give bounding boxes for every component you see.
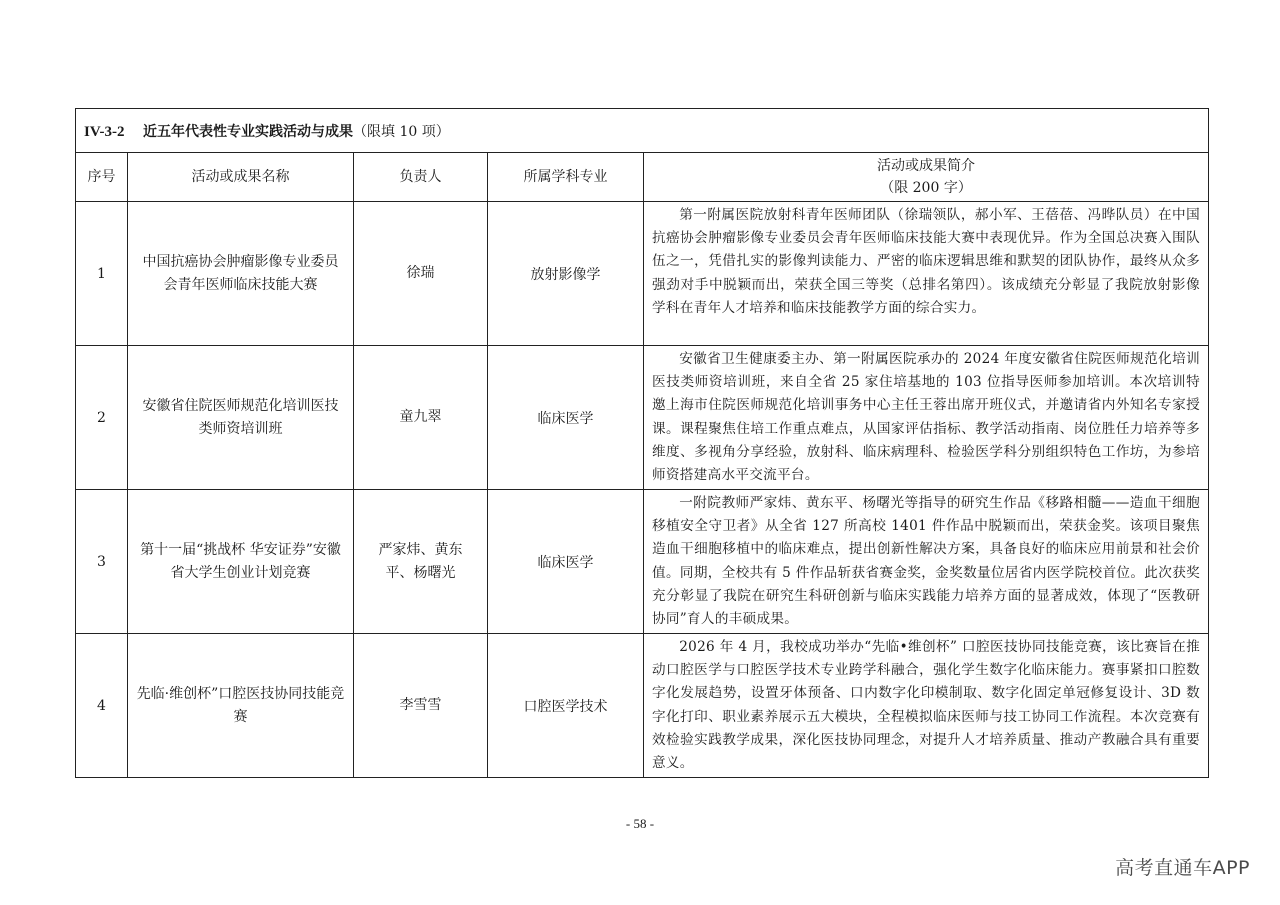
row-leader: 童九翠 [354, 346, 488, 490]
row-intro-text: 第一附属医院放射科青年医师团队（徐瑞领队，郝小军、王蓓蓓、冯晔队员）在中国抗癌协会肿瘤影像专业委员会青年医师临床技能大赛中表现优异。作为全国总决赛入围队伍之一，凭借扎实的影像判读能力、严密的临床逻辑思维和默契的团队协作，最终从众多强劲对手中脱颖而出，荣获全国三等奖（总排名第四）。该成绩充分彰显了我院放射影像学科在青年人才培养和临床技能教学方面的综合实力。 [652, 207, 1201, 316]
row-name: 第十一届“挑战杯 华安证券”安徽省大学生创业计划竞赛 [128, 490, 354, 634]
row-name: 中国抗癌协会肿瘤影像专业委员会青年医师临床技能大赛 [128, 202, 354, 346]
row-no: 3 [76, 490, 128, 634]
section-code: IV-3-2 [84, 123, 125, 140]
row-no: 1 [76, 202, 128, 346]
section-title-text: 近五年代表性专业实践活动与成果 [143, 123, 353, 140]
row-intro [644, 634, 1209, 778]
header-intro-line1: 活动或成果简介 [877, 158, 976, 174]
row-intro [644, 202, 1209, 346]
row-major: 临床医学 [488, 490, 644, 634]
row-leader: 徐瑞 [354, 202, 488, 346]
row-leader: 严家炜、黄东平、杨曙光 [354, 490, 488, 634]
row-intro-text: 2026 年 4 月，我校成功举办“先临•维创杯” 口腔医技协同技能竞赛，该比赛旨在推动口腔医学与口腔医学技术专业跨学科融合，强化学生数字化临床能力。赛事紧扣口腔数字化发展趋势，设置牙体预备、口内数字化印模制取、数字化固定单冠修复设计、3D 数字化打印、职业素养展示五大模块，全程模拟临床医师与技工协同工作流程。本次竞赛有效检验实践教学成果，深化医技协同理念，对提升人才培养质量、推动产教融合具有重要意义。 [652, 639, 1201, 772]
header-leader: 负责人 [354, 153, 488, 202]
header-name: 活动或成果名称 [128, 153, 354, 202]
row-major: 放射影像学 [488, 202, 644, 346]
row-name: 先临·维创杯”口腔医技协同技能竞赛 [128, 634, 354, 778]
row-no: 4 [76, 634, 128, 778]
table-row [76, 202, 1209, 346]
header-major: 所属学科专业 [488, 153, 644, 202]
header-intro-line2: （限 200 字） [880, 180, 972, 196]
practice-activities-table [75, 108, 1209, 778]
row-major: 临床医学 [488, 346, 644, 490]
header-intro [644, 153, 1209, 202]
page-number: - 58 - [625, 816, 655, 831]
row-leader: 李雪雪 [354, 634, 488, 778]
table-row [76, 634, 1209, 778]
row-no: 2 [76, 346, 128, 490]
row-intro [644, 346, 1209, 490]
header-no: 序号 [76, 153, 128, 202]
row-intro-text: 安徽省卫生健康委主办、第一附属医院承办的 2024 年度安徽省住院医师规范化培训医技类师资培训班，来自全省 25 家住培基地的 103 位指导医师参加培训。本次培训特邀上海市住院医师规范化培训事务中心主任王蓉出席开班仪式，并邀请省内外知名专家授课。课程聚焦住培工作重点难点，从国家评估指标、教学活动指南、岗位胜任力培养等多维度、多视角分享经验，放射科、临床病理科、检验医学科分别组织特色工作坊，为参培师资搭建高水平交流平台。 [652, 351, 1201, 484]
section-note: （限填 10 项） [353, 123, 450, 140]
app-watermark: 高考直通车APP [1115, 857, 1250, 879]
row-name: 安徽省住院医师规范化培训医技类师资培训班 [128, 346, 354, 490]
table-row [76, 490, 1209, 634]
row-intro [644, 490, 1209, 634]
row-major: 口腔医学技术 [488, 634, 644, 778]
row-intro-text: 一附院教师严家炜、黄东平、杨曙光等指导的研究生作品《移路相髓——造血干细胞移植安全守卫者》从全省 127 所高校 1401 件作品中脱颖而出，荣获金奖。该项目聚焦造血干细胞移植中的临床难点，提出创新性解决方案，具备良好的临床应用前景和社会价值。同期，全校共有 5 件作品斩获省赛金奖，金奖数量位居省内医学院校首位。此次获奖充分彰显了我院在研究生科研创新与临床实践能力培养方面的显著成效，体现了“医教研协同”育人的丰硕成果。 [652, 495, 1201, 628]
table-row [76, 346, 1209, 490]
section-title [76, 109, 1209, 153]
table-header-row [76, 153, 1209, 202]
